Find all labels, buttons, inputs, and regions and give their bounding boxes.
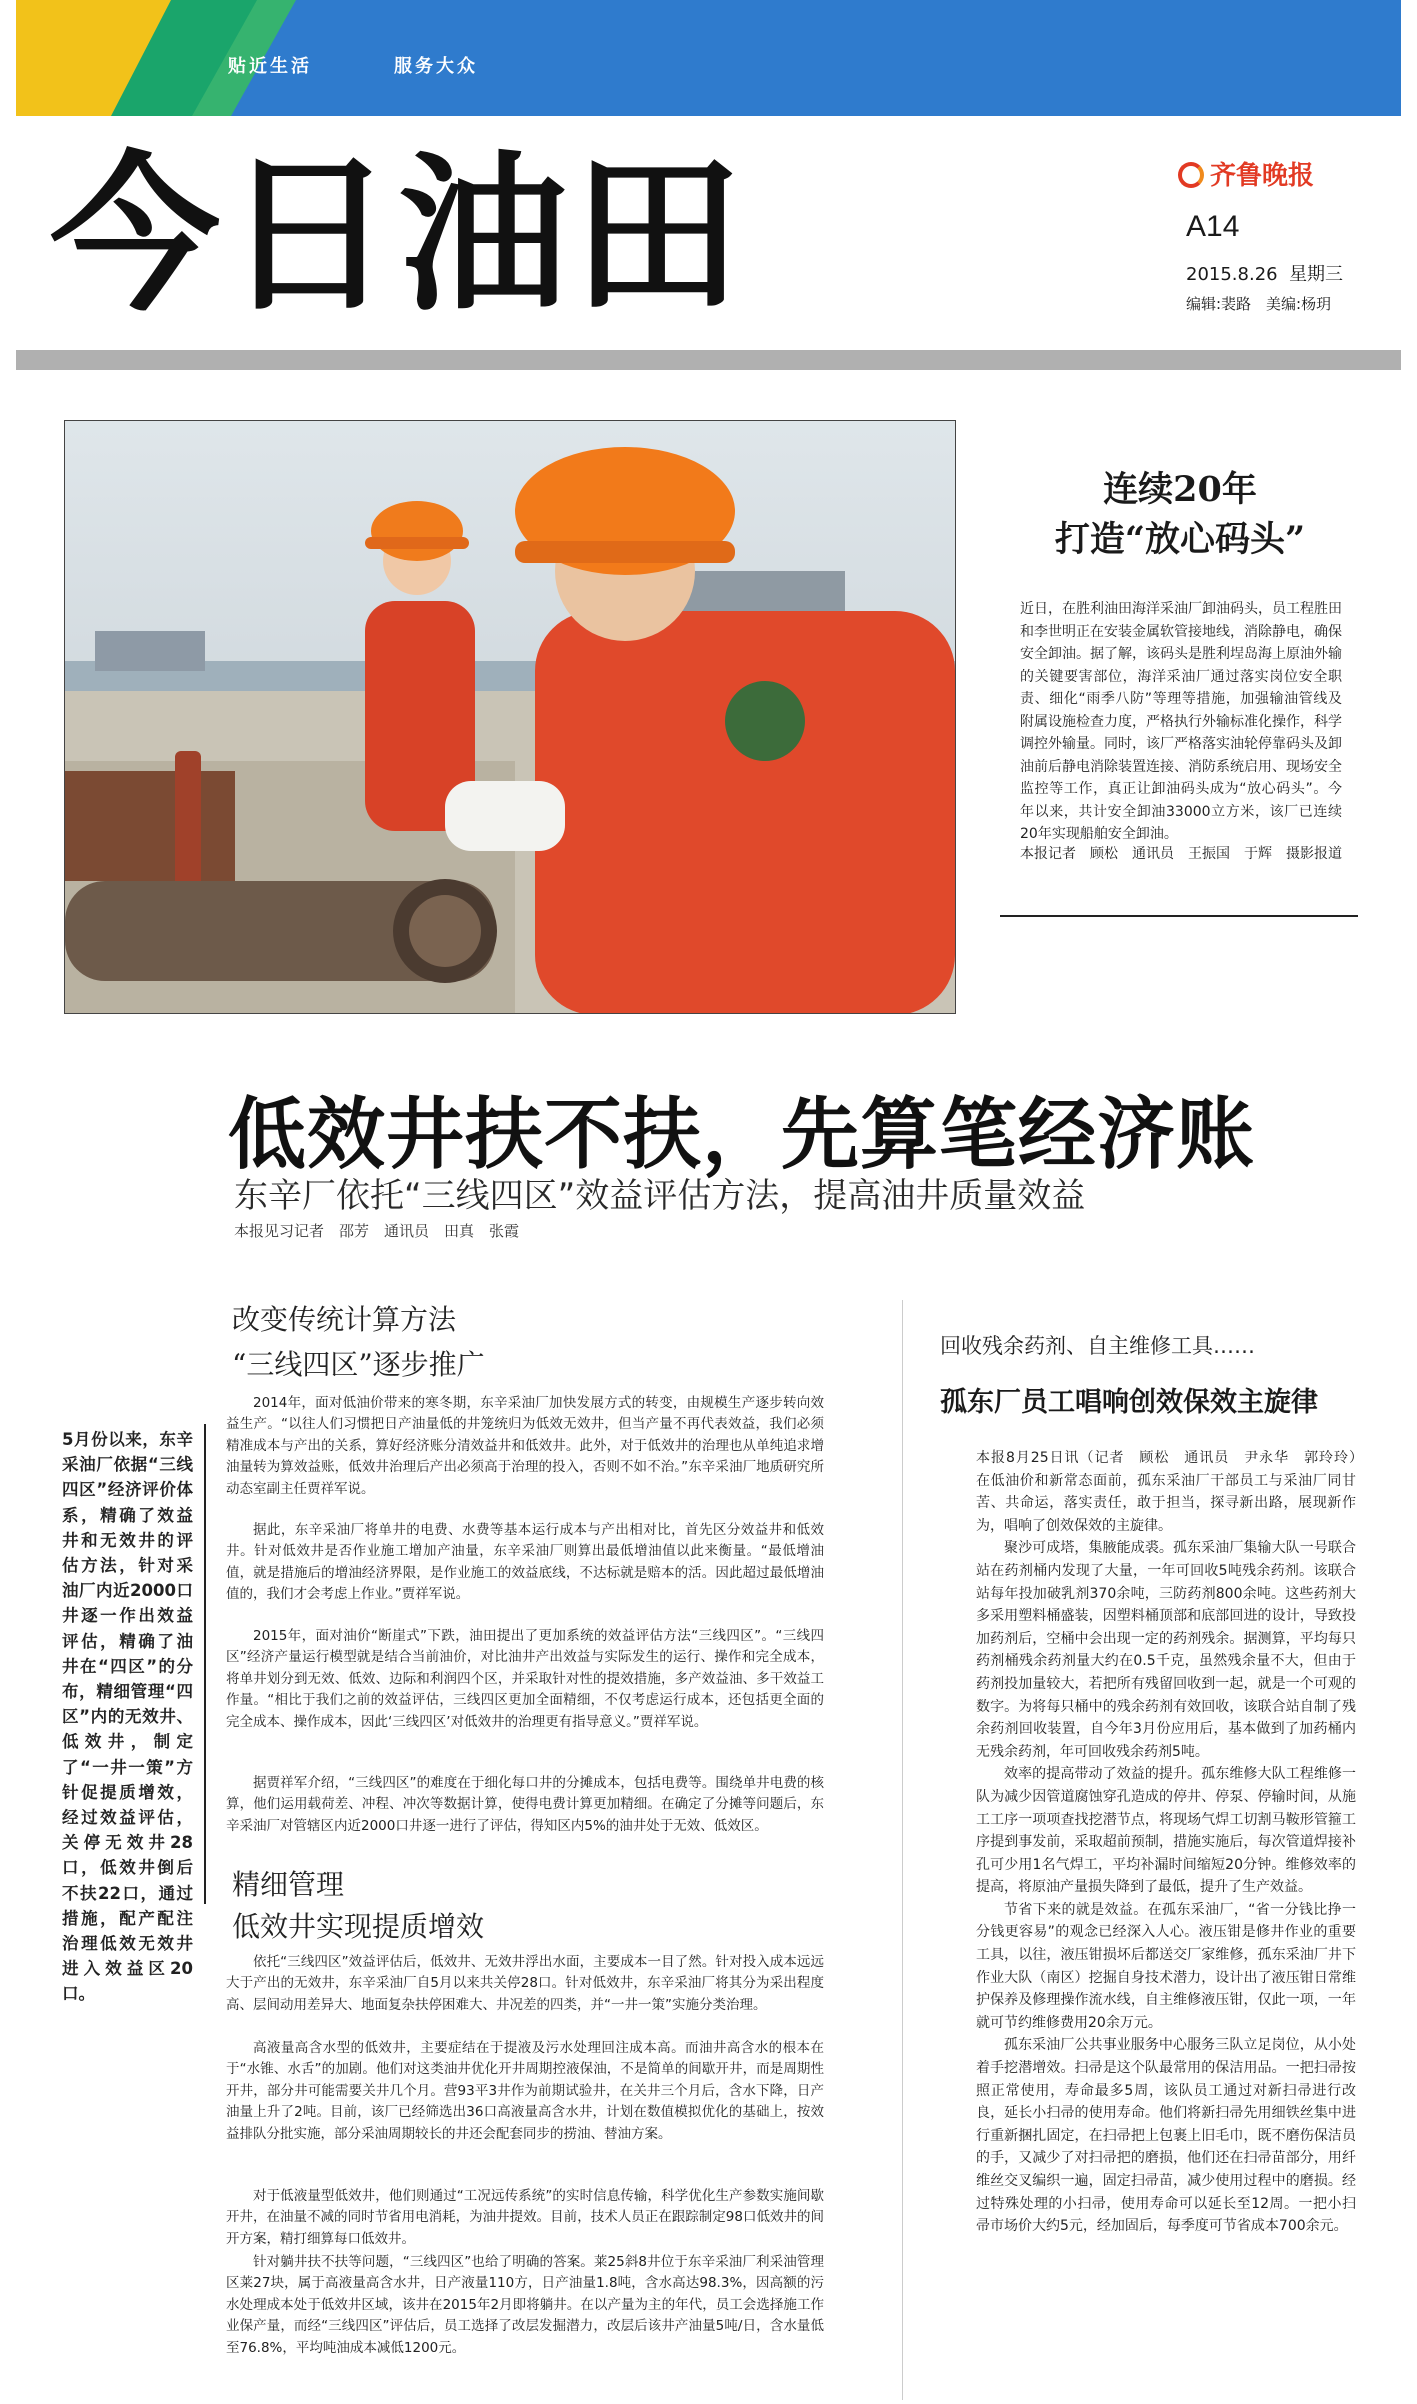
section1-paragraph-3: 2015年，面对油价“断崖式”下跌，油田提出了更加系统的效益评估方法“三线四区”。“三线四区”经济产量运行模型就是结合当前油价，对比油井产出效益与实际发生的运行、操作和完全成本，将单井划分到无效、低效、边际和利润四个区，并采取针对性的提效措施，多产效益油、多干效益工作量。“相比于我们之前的效益评估，三线四区更加全面精细，不仅考虑运行成本，还包括更全面的完全成本、操作成本，因此‘三线四区’对低效井的治理更有指导意义。”贾祥军说。 [226,1628,824,1730]
banner-slogan-2: 服务大众 [394,56,478,77]
masthead-title: 今日油田 [50,135,747,335]
right-kicker: 回收残余药剂、自主维修工具…… [940,1334,1255,1358]
right-headline: 孤东厂员工唱响创效保效主旋律 [940,1387,1318,1418]
issue-weekday: 星期三 [1289,264,1344,285]
paper-logo-text: 齐鲁晚报 [1210,161,1315,191]
section1-heading-2: “三线四区”逐步推广 [232,1348,485,1381]
paper-logo [1178,155,1314,192]
right-paragraph-3: 效率的提高带动了效益的提升。孤东维修大队工程维修一队为减少因管道腐蚀穿孔造成的停井、停泵、停输时间，从施工工序一项项查找挖潜节点，将现场气焊工切割马鞍形管箍工序提到事发前，采取超前预制，措施实施后，每次管道焊接补孔可少用1名气焊工，平均补漏时间缩短20分钟。维修效率的提高，将原油产量损失降到了最低，提升了生产效益。 [976,1766,1356,1896]
section1-heading-1: 改变传统计算方法 [232,1303,457,1336]
feature-title-line1: 连续20年 [1103,469,1257,510]
section2-paragraph-1: 依托“三线四区”效益评估后，低效井、无效井浮出水面，主要成本一目了然。针对投入成本远远大于产出的无效井，东辛采油厂自5月以来共关停28口。针对低效井，东辛采油厂将其分为采出程度高、层间动用差异大、地面复杂扶停困难大、井况差的四类，并“一井一策”实施分类治理。 [226,1954,824,2013]
right-paragraph-2: 聚沙可成塔，集腋能成裘。孤东采油厂集输大队一号联合站在药剂桶内发现了大量，一年可回收5吨残余药剂。该联合站每年投加破乳剂370余吨，三防药剂800余吨。这些药剂大多采用塑料桶盛装，因塑料桶顶部和底部回进的设计，导致投加药剂后，空桶中会出现一定的药剂残余。据测算，平均每只药剂桶残余药剂量大约在0.5千克，虽然残余量不大，但由于药剂投加量较大，若把所有残留回收到一起，就是一个可观的数字。为将每只桶中的残余药剂有效回收，该联合站自制了残余药剂回收装置，自今年3月份应用后，基本做到了加药桶内无残余药剂，年可回收残余药剂5吨。 [976,1540,1356,1760]
section2-paragraph-2: 高液量高含水型的低效井，主要症结在于提液及污水处理回注成本高。而油井高含水的根本在于“水锥、水舌”的加剧。他们对这类油井优化开井周期控液保油，不是简单的间歇开井，而是周期性开井，部分井可能需要关井几个月。营93平3井作为前期试验井，在关井三个月后，含水下降，日产油量上升了2吨。目前，该厂已经筛选出36口高液量高含水井，计划在数值模拟优化的基础上，按效益排队分批实施，部分采油周期较长的井还会配套同步的捞油、替油方案。 [226,2040,824,2142]
news-photo [64,420,956,1014]
main-headline: 低效井扶不扶，先算笔经济账 [228,1089,1256,1180]
section1-paragraph-1: 2014年，面对低油价带来的寒冬期，东辛采油厂加快发展方式的转变，由规模生产逐步转向效益生产。“以往人们习惯把日产油量低的井笼统归为低效无效井，但当产量不再代表效益，我们必须精准成本与产出的关系，算好经济账分清效益井和低效井。此外，对于低效井的治理也从单纯追求增油量转为算效益账，低效井治理后产出必须高于治理的投入，否则不如不治。”东辛采油厂地质研究所动态室副主任贾祥军说。 [226,1395,824,1497]
right-paragraph-5: 孤东采油厂公共事业服务中心服务三队立足岗位，从小处着手挖潜增效。扫帚是这个队最常用的保洁用品。一把扫帚按照正常使用，寿命最多5周，该队员工通过对新扫帚进行改良，延长小扫帚的使用寿命。他们将新扫帚先用细铁丝集中进行重新捆扎固定，在扫帚把上包裹上旧毛巾，既不磨伤保洁员的手，又减少了对扫帚把的磨损，他们还在扫帚苗部分，用纤维丝交叉编织一遍，固定扫帚苗，减少使用过程中的磨损。经过特殊处理的小扫帚，使用寿命可以延长至12周。一把小扫帚市场价大约5元，经加固后，每季度可节省成本700余元。 [976,2037,1356,2235]
page-number: A14 [1186,210,1240,243]
editors-credit: 编辑:裴路 美编:杨玥 [1186,295,1332,313]
right-paragraph-1: 本报8月25日讯（记者 顾松 通讯员 尹永华 郭玲玲） 在低油价和新常态面前，孤东采油厂干部员工与采油厂同甘苦、共命运，落实责任，敢于担当，探寻新出路，展现新作为，唱响了创效保效的主旋律。 [976,1450,1370,1534]
dateline [1186,260,1343,286]
right-paragraph-4: 节省下来的就是效益。在孤东采油厂，“省一分钱比挣一分钱更容易”的观念已经深入人心。液压钳是修井作业的重要工具，以往，液压钳损坏后都送交厂家维修，孤东采油厂井下作业大队（南区）挖掘自身技术潜力，设计出了液压钳日常维护保养及修理操作流水线，自主维修液压钳，仅此一项，一年就可节约维修费用20余万元。 [976,1901,1356,2031]
section2-paragraph-4: 针对躺井扶不扶等问题，“三线四区”也给了明确的答案。莱25斜8井位于东辛采油厂利采油管理区莱27块，属于高液量高含水井，日产液量110方，日产油量1.8吨，含水高达98.3%，因高额的污水处理成本处于低效井区域，该井在2015年2月即将躺井。在以产量为主的年代，员工会选择施工作业保产量，而经“三线四区”评估后，员工选择了改层发掘潜力，改层后该井产油量5吨/日，含水量低至76.8%，平均吨油成本减低1200元。 [226,2254,824,2356]
paper-logo-icon [1178,162,1204,188]
section1-paragraph-2: 据此，东辛采油厂将单井的电费、水费等基本运行成本与产出相对比，首先区分效益井和低效井。针对低效井是否作业施工增加产油量，东辛采油厂则算出最低增油值以此来衡量。“最低增油值，就是措施后的增油经济界限，是作业施工的效益底线，不达标就是赔本的活。因此超过最低增油值的，我们才会考虑上作业。”贾祥军说。 [226,1522,824,1603]
header-divider [16,350,1401,370]
feature-body: 近日，在胜利油田海洋采油厂卸油码头，员工程胜田和李世明正在安装金属软管接地线，消除静电，确保安全卸油。据了解，该码头是胜利埕岛海上原油外输的关键要害部位，海洋采油厂通过落实岗位安全职责、细化“雨季八防”等理等措施，加强输油管线及附属设施检查力度，严格执行外输标准化操作，科学调控外输量。同时，该厂严格落实油轮停靠码头及卸油前后静电消除装置连接、消防系统启用、现场安全监控等工作，真正让卸油码头成为“放心码头”。今年以来，共计安全卸油33000立方米，该厂已连续20年实现船舶安全卸油。 [1020,601,1342,842]
main-authors: 本报见习记者 邵芳 通讯员 田真 张霞 [234,1222,520,1240]
issue-date: 2015.8.26 [1186,264,1278,285]
section1-paragraph-4: 据贾祥军介绍，“三线四区”的难度在于细化每口井的分摊成本，包括电费等。围绕单井电费的核算，他们运用载荷差、冲程、冲次等数据计算，使得电费计算更加精细。在确定了分摊等问题后，东辛采油厂对管辖区内近2000口井逐一进行了评估，得知区内5%的油井处于无效、低效区。 [226,1775,824,1834]
feature-title-line2: 打造“放心码头” [1054,519,1306,560]
right-story-body [976,1447,1370,2238]
section2-heading-2: 低效井实现提质增效 [232,1910,485,1943]
summary-divider [204,1424,206,1904]
feature-divider [1000,915,1358,917]
section2-heading-1: 精细管理 [232,1868,345,1901]
section2-paragraph-3: 对于低液量型低效井，他们则通过“工况远传系统”的实时信息传输，科学优化生产参数实施间歇开井，在油量不减的同时节省用电消耗，为油井提效。目前，技术人员正在跟踪制定98口低效井的间开方案，精打细算每口低效井。 [226,2188,824,2247]
banner-slogan-1: 贴近生活 [228,56,312,77]
main-subhead: 东辛厂依托“三线四区”效益评估方法，提高油井质量效益 [234,1176,1086,1216]
top-banner [16,0,1401,116]
summary-column: 5月份以来，东辛采油厂依据“三线四区”经济评价体系，精确了效益井和无效井的评估方法，针对采油厂内近2000口井逐一作出效益评估，精确了油井在“四区”的分布，精细管理“四区”内的无效井、低效井，制定了“一井一策”方针促提质增效，经过效益评估，关停无效井28口，低效井倒后不扶22口，通过措施，配产配注治理低效无效井进入效益区20口。 [62,1430,193,2004]
news-photo-illustration [65,421,956,1014]
column-divider [902,1300,903,2400]
feature-byline: 本报记者 顾松 通讯员 王振国 于辉 摄影报道 [1020,846,1342,862]
